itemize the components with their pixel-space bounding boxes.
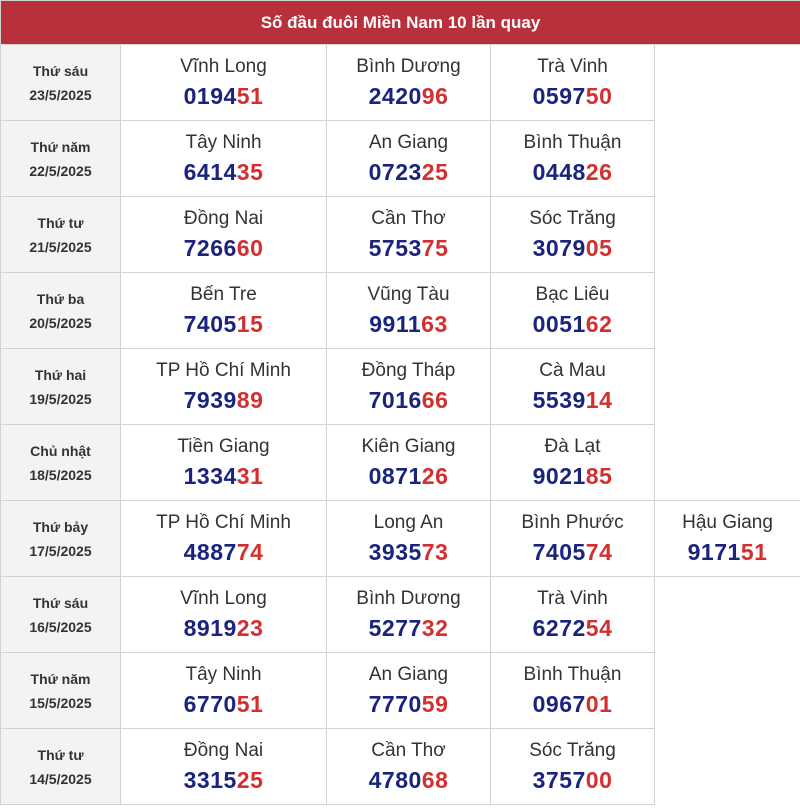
province-result-cell [121, 45, 327, 121]
province-name: Bạc Liêu [535, 284, 610, 305]
province-result-cell [491, 121, 655, 197]
province-result-cell [121, 653, 327, 729]
province-name: Cần Thơ [371, 208, 446, 229]
province-name: Bến Tre [190, 284, 257, 305]
number-tail-digits: 26 [585, 159, 613, 185]
lottery-number [327, 158, 490, 186]
province-name: TP Hồ Chí Minh [156, 360, 291, 381]
province-result-cell [491, 273, 655, 349]
province-name: TP Hồ Chí Minh [156, 512, 291, 533]
lottery-number [327, 766, 490, 794]
province-result-cell [491, 45, 655, 121]
empty-cell [655, 349, 800, 425]
province-name: Bình Dương [356, 588, 461, 609]
province-name: Đồng Tháp [361, 360, 456, 381]
number-tail-digits: 63 [421, 311, 448, 337]
number-head-digits: 6414 [183, 159, 237, 185]
number-head-digits: 7016 [368, 387, 422, 413]
date-label: 22/5/2025 [29, 162, 92, 179]
province-name: An Giang [368, 132, 449, 153]
date-cell [1, 653, 121, 729]
province-result-cell [491, 729, 655, 805]
number-head-digits: 3757 [532, 767, 586, 793]
number-head-digits: 4780 [368, 767, 422, 793]
number-tail-digits: 01 [585, 691, 613, 717]
province-result-cell [327, 197, 491, 273]
number-head-digits: 7405 [183, 311, 237, 337]
day-label: Thứ hai [34, 366, 87, 383]
result-row [1, 729, 800, 805]
date-label: 16/5/2025 [29, 618, 92, 635]
number-tail-digits: 85 [585, 463, 613, 489]
date-label: 20/5/2025 [29, 314, 92, 331]
lottery-number [327, 614, 490, 642]
number-tail-digits: 23 [236, 615, 264, 641]
lottery-number [327, 690, 490, 718]
province-result-cell [121, 729, 327, 805]
lottery-number [121, 310, 326, 338]
province-result-cell [327, 425, 491, 501]
number-tail-digits: 51 [740, 539, 768, 565]
number-tail-digits: 89 [236, 387, 264, 413]
number-head-digits: 5277 [368, 615, 422, 641]
province-result-cell [327, 501, 491, 577]
number-tail-digits: 75 [421, 235, 449, 261]
province-name: Bình Phước [521, 512, 624, 533]
province-name: Vĩnh Long [180, 56, 267, 77]
lottery-number [327, 386, 490, 414]
province-result-cell [327, 653, 491, 729]
number-tail-digits: 26 [421, 463, 449, 489]
date-label: 17/5/2025 [29, 542, 92, 559]
province-result-cell [121, 121, 327, 197]
province-name: Vũng Tàu [367, 284, 450, 305]
number-head-digits: 3315 [183, 767, 237, 793]
result-row [1, 653, 800, 729]
lottery-number [121, 158, 326, 186]
date-cell [1, 121, 121, 197]
result-row [1, 121, 800, 197]
number-head-digits: 7266 [183, 235, 237, 261]
number-tail-digits: 25 [236, 767, 264, 793]
number-tail-digits: 73 [421, 539, 449, 565]
province-name: Long An [373, 512, 444, 533]
header-row [1, 1, 800, 45]
number-tail-digits: 05 [585, 235, 613, 261]
empty-cell [655, 45, 800, 121]
number-head-digits: 6770 [183, 691, 237, 717]
number-head-digits: 7405 [532, 539, 586, 565]
number-tail-digits: 51 [236, 691, 264, 717]
date-label: 18/5/2025 [29, 466, 92, 483]
province-name: Bình Thuận [523, 664, 622, 685]
province-name: Tây Ninh [185, 132, 262, 153]
result-row [1, 45, 800, 121]
day-label: Thứ sáu [32, 62, 89, 79]
province-name: Sóc Trăng [529, 740, 616, 761]
result-row [1, 425, 800, 501]
province-name: Trà Vinh [537, 588, 608, 609]
empty-cell [655, 729, 800, 805]
date-cell [1, 501, 121, 577]
lottery-number [491, 462, 654, 490]
date-label: 19/5/2025 [29, 390, 92, 407]
date-label: 15/5/2025 [29, 694, 92, 711]
lottery-number [121, 234, 326, 262]
province-name: Cà Mau [539, 360, 606, 381]
date-cell [1, 349, 121, 425]
number-head-digits: 0448 [532, 159, 586, 185]
number-head-digits: 9021 [532, 463, 586, 489]
province-result-cell [491, 501, 655, 577]
empty-cell [655, 273, 800, 349]
number-head-digits: 1334 [183, 463, 237, 489]
province-name: Bình Thuận [523, 132, 622, 153]
lottery-number [121, 766, 326, 794]
number-head-digits: 4887 [183, 539, 237, 565]
province-name: Trà Vinh [537, 56, 608, 77]
province-name: Bình Dương [356, 56, 461, 77]
number-head-digits: 8919 [183, 615, 237, 641]
number-head-digits: 0597 [532, 83, 586, 109]
number-tail-digits: 96 [421, 83, 449, 109]
province-result-cell [327, 273, 491, 349]
number-head-digits: 0051 [532, 311, 586, 337]
number-head-digits: 2420 [368, 83, 422, 109]
number-tail-digits: 74 [585, 539, 613, 565]
lottery-number [491, 690, 654, 718]
date-cell [1, 425, 121, 501]
province-result-cell [327, 349, 491, 425]
province-name: Đồng Nai [183, 740, 264, 761]
lottery-number [491, 158, 654, 186]
number-tail-digits: 62 [585, 311, 613, 337]
number-tail-digits: 31 [236, 463, 264, 489]
province-result-cell [327, 577, 491, 653]
number-tail-digits: 51 [236, 83, 264, 109]
lottery-number [327, 310, 490, 338]
number-head-digits: 5753 [368, 235, 422, 261]
number-head-digits: 3935 [368, 539, 422, 565]
number-head-digits: 3079 [532, 235, 586, 261]
lottery-number [121, 82, 326, 110]
province-name: Cần Thơ [371, 740, 446, 761]
day-label: Thứ năm [30, 670, 91, 687]
day-label: Thứ năm [30, 138, 91, 155]
number-head-digits: 7770 [368, 691, 422, 717]
province-name: Đà Lạt [544, 436, 601, 457]
number-tail-digits: 60 [236, 235, 264, 261]
number-head-digits: 0967 [532, 691, 586, 717]
province-result-cell [121, 577, 327, 653]
day-label: Thứ sáu [32, 594, 89, 611]
empty-cell [655, 425, 800, 501]
lottery-number [491, 386, 654, 414]
number-head-digits: 5539 [532, 387, 586, 413]
lottery-number [491, 234, 654, 262]
province-result-cell [491, 349, 655, 425]
province-name: Tây Ninh [185, 664, 262, 685]
province-name: Kiên Giang [361, 436, 456, 457]
province-result-cell [327, 121, 491, 197]
date-label: 23/5/2025 [29, 86, 92, 103]
province-name: Hậu Giang [682, 512, 773, 533]
lottery-number [327, 82, 490, 110]
lottery-number [327, 462, 490, 490]
date-label: 14/5/2025 [29, 770, 92, 787]
number-tail-digits: 25 [421, 159, 449, 185]
lottery-number [121, 614, 326, 642]
lottery-number [121, 690, 326, 718]
number-tail-digits: 15 [236, 311, 264, 337]
province-result-cell [491, 577, 655, 653]
province-result-cell [121, 197, 327, 273]
lottery-number [121, 386, 326, 414]
number-tail-digits: 74 [236, 539, 264, 565]
lottery-number [491, 614, 654, 642]
number-tail-digits: 32 [421, 615, 449, 641]
result-row [1, 577, 800, 653]
province-name: Đồng Nai [183, 208, 264, 229]
empty-cell [655, 653, 800, 729]
day-label: Chủ nhật [30, 442, 91, 459]
day-label: Thứ ba [36, 290, 85, 307]
province-result-cell [491, 653, 655, 729]
day-label: Thứ tư [37, 746, 84, 763]
date-label: 21/5/2025 [29, 238, 92, 255]
lottery-number [491, 310, 654, 338]
lottery-number [491, 82, 654, 110]
province-name: Vĩnh Long [180, 588, 267, 609]
lottery-number [655, 538, 800, 566]
table-title: Số đầu đuôi Miền Nam 10 lần quay [1, 1, 800, 45]
number-tail-digits: 00 [585, 767, 613, 793]
province-result-cell [327, 729, 491, 805]
empty-cell [655, 577, 800, 653]
date-cell [1, 729, 121, 805]
lottery-number [491, 766, 654, 794]
lottery-number [491, 538, 654, 566]
empty-cell [655, 197, 800, 273]
number-head-digits: 9171 [687, 539, 741, 565]
province-result-cell [121, 425, 327, 501]
date-cell [1, 45, 121, 121]
date-cell [1, 273, 121, 349]
lottery-number [327, 538, 490, 566]
day-label: Thứ bảy [32, 518, 89, 535]
province-result-cell [327, 45, 491, 121]
day-label: Thứ tư [37, 214, 84, 231]
lottery-number [121, 538, 326, 566]
province-name: Sóc Trăng [529, 208, 616, 229]
number-tail-digits: 66 [421, 387, 449, 413]
number-tail-digits: 35 [236, 159, 264, 185]
number-tail-digits: 68 [421, 767, 449, 793]
date-cell [1, 197, 121, 273]
province-result-cell [491, 425, 655, 501]
province-name: Tiền Giang [177, 436, 270, 457]
province-result-cell [121, 501, 327, 577]
province-result-cell [121, 349, 327, 425]
number-head-digits: 6272 [532, 615, 586, 641]
lottery-number [121, 462, 326, 490]
number-tail-digits: 14 [585, 387, 613, 413]
lottery-number [327, 234, 490, 262]
number-head-digits: 9911 [369, 311, 422, 337]
number-tail-digits: 59 [421, 691, 449, 717]
number-head-digits: 0723 [368, 159, 422, 185]
number-tail-digits: 54 [585, 615, 613, 641]
number-tail-digits: 50 [585, 83, 613, 109]
empty-cell [655, 121, 800, 197]
number-head-digits: 0871 [368, 463, 422, 489]
number-head-digits: 7939 [183, 387, 237, 413]
province-name: An Giang [368, 664, 449, 685]
province-result-cell [121, 273, 327, 349]
date-cell [1, 577, 121, 653]
result-row [1, 501, 800, 577]
result-row [1, 197, 800, 273]
result-row [1, 273, 800, 349]
result-row [1, 349, 800, 425]
number-head-digits: 0194 [183, 83, 237, 109]
province-result-cell [655, 501, 800, 577]
province-result-cell [491, 197, 655, 273]
